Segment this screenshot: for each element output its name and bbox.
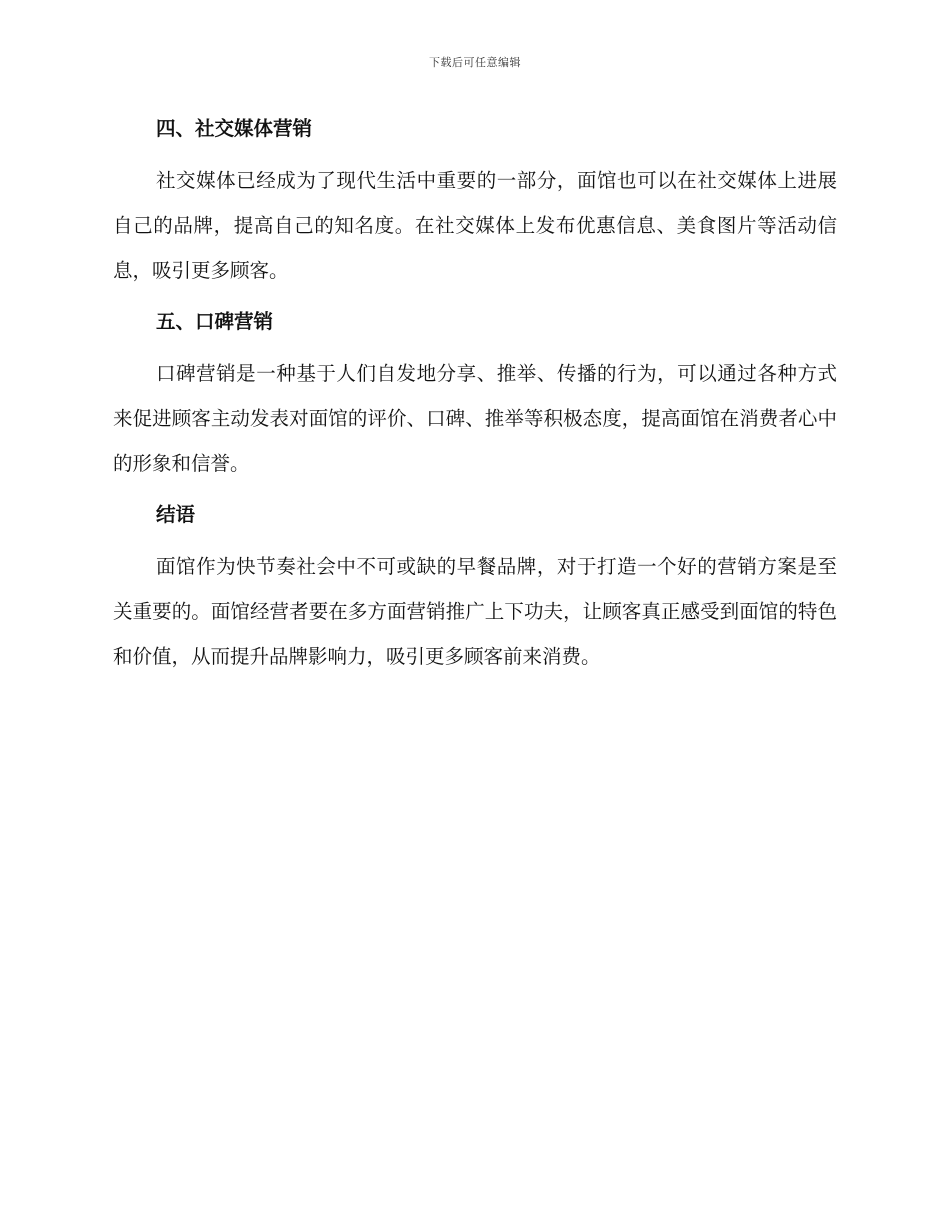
document-body	[113, 112, 837, 691]
section-heading: 四、社交媒体营销	[156, 117, 313, 140]
section-social-media	[113, 112, 837, 293]
page-header: 下载后可任意编辑	[429, 56, 521, 69]
section-paragraph: 社交媒体已经成为了现代生活中重要的一部分，面馆也可以在社交媒体上进展自己的品牌，提高自己的知名度。在社交媒体上发布优惠信息、美食图片等活动信息，吸引更多顾客。	[113, 169, 837, 282]
section-paragraph: 面馆作为快节奏社会中不可或缺的早餐品牌，对于打造一个好的营销方案是至关重要的。面馆经营者要在多方面营销推广上下功夫，让顾客真正感受到面馆的特色和价值，从而提升品牌影响力，吸引更多顾客前来消费。	[113, 555, 837, 668]
section-word-of-mouth	[113, 305, 837, 486]
section-heading: 五、口碑营销	[156, 310, 274, 333]
section-conclusion	[113, 498, 837, 679]
section-heading: 结语	[156, 503, 196, 526]
section-paragraph: 口碑营销是一种基于人们自发地分享、推举、传播的行为，可以通过各种方式来促进顾客主动发表对面馆的评价、口碑、推举等积极态度，提高面馆在消费者心中的形象和信誉。	[113, 362, 837, 475]
